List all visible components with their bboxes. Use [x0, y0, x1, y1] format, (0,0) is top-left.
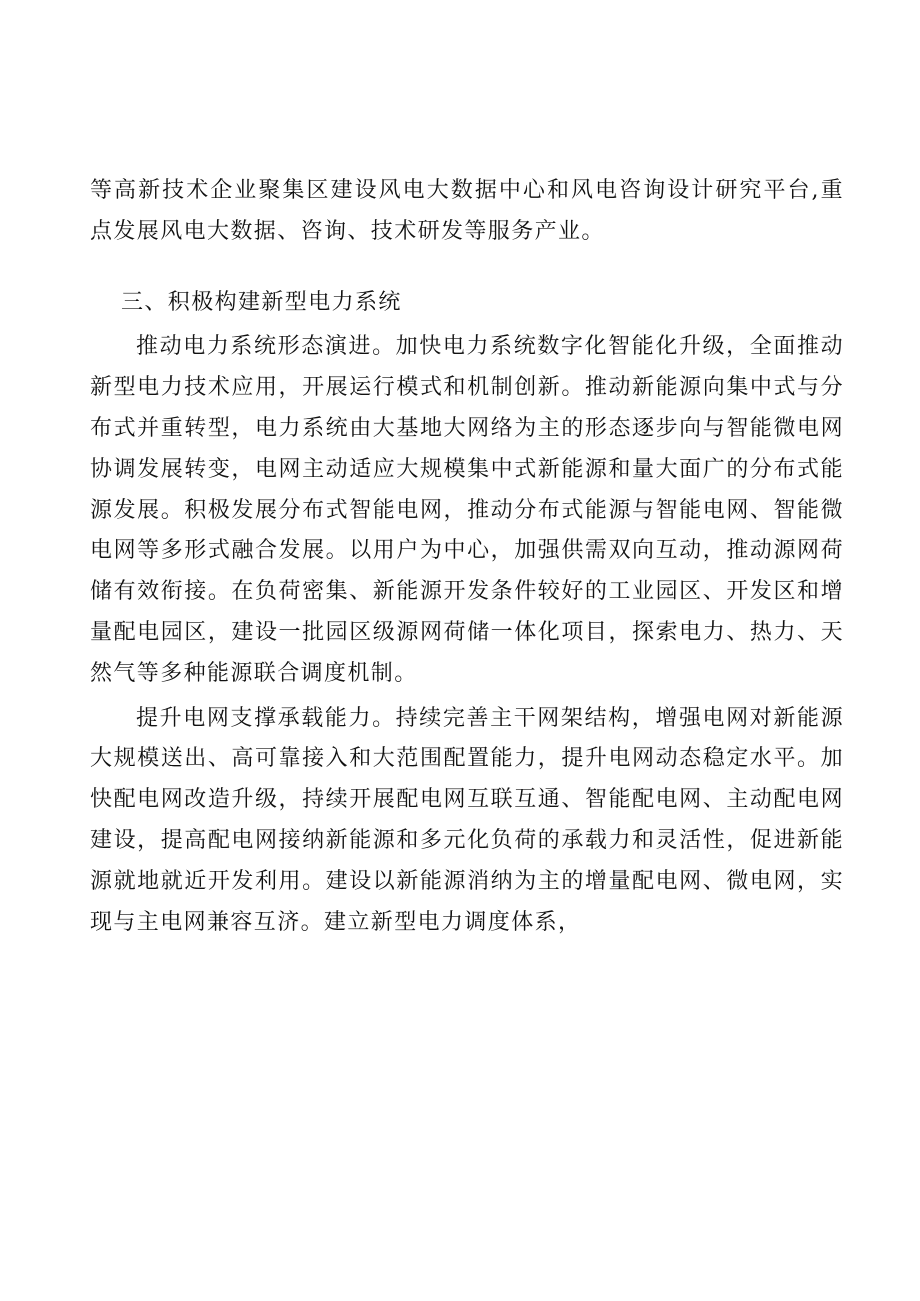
system-evolution-paragraph: 推动电力系统形态演进。加快电力系统数字化智能化升级，全面推动新型电力技术应用，开展运行模式和机制创新。推动新能源向集中式与分布式并重转型，电力系统由大基地大网络为主的形态逐步向与智能微电网协调发展转变，电网主动适应大规模集中式新能源和量大面广的分布式能源发展。积极发展分布式智能电网，推动分布式能源与智能电网、智能微电网等多形式融合发展。以用户为中心，加强供需双向互动，推动源网荷储有效衔接。在负荷密集、新能源开发条件较好的工业园区、开发区和增量配电园区，建设一批园区级源网荷储一体化项目，探索电力、热力、天然气等多种能源联合调度机制。	[90, 334, 844, 686]
grid-capacity-paragraph: 提升电网支撑承载能力。持续完善主干网架结构，增强电网对新能源大规模送出、高可靠接入和大范围配置能力，提升电网动态稳定水平。加快配电网改造升级，持续开展配电网互联互通、智能配电网、主动配电网建设，提高配电网接纳新能源和多元化负荷的承载力和灵活性，促进新能源就地就近开发利用。建设以新能源消纳为主的增量配电网、微电网，实现与主电网兼容互济。建立新型电力调度体系，	[90, 705, 844, 935]
continuation-paragraph: 等高新技术企业聚集区建设风电大数据中心和风电咨询设计研究平台,重点发展风电大数据、咨询、技术研发等服务产业。	[90, 178, 844, 244]
section-heading: 三、积极构建新型电力系统	[121, 289, 402, 315]
document-body	[90, 171, 844, 943]
